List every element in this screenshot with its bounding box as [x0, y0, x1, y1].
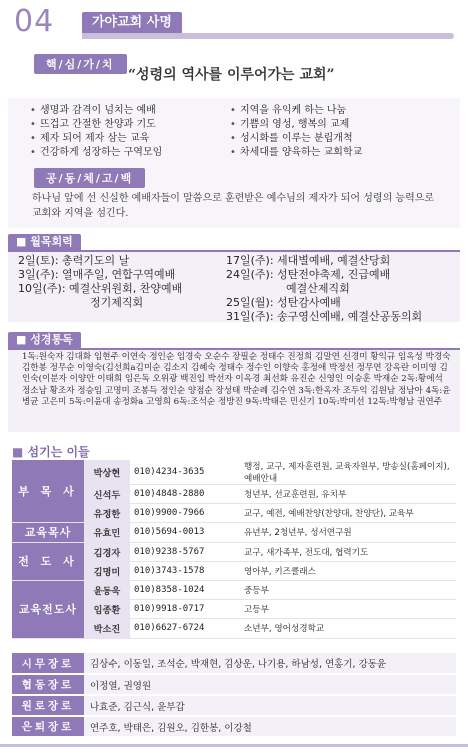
value-item: • 건강하게 성장하는 구역모임	[30, 146, 230, 160]
table-row	[12, 580, 456, 599]
phone-cell: 010)9900-7966	[130, 504, 240, 523]
name-cell: 임종환	[84, 600, 130, 619]
monthly-right	[226, 254, 456, 324]
duty-cell: 행정, 교구, 제자훈련원, 교육자원부, 방송실(홈페이지), 예배안내	[240, 460, 456, 485]
name-cell: 김경자	[84, 542, 130, 561]
table-row	[12, 695, 456, 716]
duty-cell: 소년부, 영어성경학교	[240, 619, 456, 638]
community-goal-text: 하나님 앞에 선 신실한 예배자들이 말씀으로 훈련받은 예수님의 제자가 되어 성령의 능력으로 교회와 지역을 섬긴다.	[32, 193, 435, 219]
name-cell: 박상현	[84, 460, 130, 485]
name-cell: 박소진	[84, 619, 130, 638]
elder-names: 연주호, 박태은, 김원오, 김한봉, 이강철	[84, 716, 456, 737]
core-values-right	[230, 104, 450, 160]
monthly-left	[18, 254, 228, 310]
phone-cell: 010)4234-3635	[130, 460, 240, 485]
name-cell: 유효민	[84, 523, 130, 542]
header-rule	[82, 33, 454, 39]
footer-rule	[0, 744, 468, 747]
mission-section	[8, 48, 460, 228]
name-cell: 김명미	[84, 561, 130, 580]
table-row	[12, 653, 456, 674]
name-cell: 신석두	[84, 485, 130, 504]
core-values-left	[30, 104, 230, 160]
core-values-label: 핵/심/가/치	[34, 54, 127, 74]
table-row	[12, 542, 456, 561]
phone-cell: 010)4848-2880	[130, 485, 240, 504]
monthly-box	[8, 250, 460, 322]
value-item: • 지역을 유익케 하는 나눔	[230, 104, 450, 118]
event-item: 31일(주): 송구영신예배, 예결산공동의회	[226, 310, 423, 323]
bible-readers: 1독:원숙자 김대화 임현주 이연숙 정인순 임경숙 오순수 장필순 정태수 진정희 김말연 신경미 황익규 임옥성 박경숙 김한봉 정무순 이영숙(김선희a김미순 김소지 김혜숙 정태수 정수인 이향숙 홍정애 박정선 정무연 강옥란 이미영 김인숙(이분자 이양안 이태희 임은독 오위광 백진입 박선자 이옥경 최선화 유진순 신영인 이승훈 박재순 2독:황에석 정소남 황조자 정승임 고명미 조봉득 정인순 양점순 장성태 박순례 김수연 3독:한옥자 조두익 김원남 정남아 4독:윤병균 고은미 5독:이윤대 송정화a 고영희 6독:조석순 정방진 9독:박태은 민신기 10독:박미선 12독:박형남 권연주	[22, 352, 451, 407]
staff-table	[12, 460, 456, 639]
event-item: 17일(주): 세대별예배, 예결산당회	[226, 254, 391, 267]
elder-names: 나효준, 김근식, 윤부갑	[84, 695, 456, 716]
page-header	[0, 0, 468, 44]
name-cell: 윤동욱	[84, 580, 130, 599]
role-cell: 전 도 사	[12, 542, 84, 580]
role-cell: 교육전도사	[12, 580, 84, 638]
bible-title: ■ 성경통독	[8, 332, 81, 348]
elder-role: 협동장로	[12, 674, 84, 695]
event-item: 3일(주): 열매주일, 연합구역예배	[18, 268, 176, 281]
phone-cell: 010)9918-0717	[130, 600, 240, 619]
duty-cell: 중등부	[240, 580, 456, 599]
elders-table	[12, 653, 456, 738]
event-item: 24일(주): 성탄전야축제, 진급예배	[226, 268, 391, 281]
duty-cell: 교구, 예전, 예배찬양(찬양대, 찬양단), 교육부	[240, 504, 456, 523]
value-item: • 기쁨의 영성, 행복의 교제	[230, 118, 450, 132]
event-item: 예결산제직회	[286, 282, 350, 295]
section-number: 04	[14, 4, 55, 39]
table-row	[12, 523, 456, 542]
name-cell: 유정한	[84, 504, 130, 523]
elder-role: 원로장로	[12, 695, 84, 716]
motto: “성령의 역사를 이루어가는 교회”	[128, 67, 335, 83]
table-row	[12, 460, 456, 485]
section-title: 가야교회 사명	[82, 12, 182, 34]
event-item: 10일(주): 예결산위원회, 찬양예배	[18, 282, 183, 295]
monthly-title: ■ 월목회력	[8, 234, 81, 250]
duty-cell: 청년부, 선교훈련원, 유치부	[240, 485, 456, 504]
table-row	[12, 674, 456, 695]
phone-cell: 010)6627-6724	[130, 619, 240, 638]
phone-cell: 010)5694-0013	[130, 523, 240, 542]
elder-role: 은퇴장로	[12, 716, 84, 737]
staff-title: ■ 섬기는 이들	[12, 443, 90, 460]
value-item: • 생명과 감격이 넘치는 예배	[30, 104, 230, 118]
elder-names: 이정열, 권영원	[84, 674, 456, 695]
role-cell: 부 목 사	[12, 460, 84, 523]
value-item: • 뜨겁고 간절한 찬양과 기도	[30, 118, 230, 132]
role-cell: 교육목사	[12, 523, 84, 542]
event-item: 25일(월): 성탄감사예배	[226, 296, 341, 309]
duty-cell: 유년부, 2청년부, 성서연구원	[240, 523, 456, 542]
bible-box	[8, 348, 460, 432]
event-item: 2일(토): 총력기도의 날	[18, 254, 130, 267]
value-item: • 성시화를 이루는 분립개척	[230, 132, 450, 146]
event-item: 정기제직회	[90, 296, 144, 309]
duty-cell: 교구, 새가족부, 전도대, 협력기도	[240, 542, 456, 561]
phone-cell: 010)8358-1024	[130, 580, 240, 599]
phone-cell: 010)9238-5767	[130, 542, 240, 561]
table-row	[12, 716, 456, 737]
elder-names: 김상수, 이동일, 조석순, 박재현, 김상운, 나기용, 하남성, 연홍기, 강동윤	[84, 653, 456, 674]
phone-cell: 010)3743-1578	[130, 561, 240, 580]
elder-role: 시무장로	[12, 653, 84, 674]
duty-cell: 고등부	[240, 600, 456, 619]
value-item: • 제자 되어 제자 삼는 교육	[30, 132, 230, 146]
community-goal-label: 공/동/체/고/백	[34, 168, 145, 188]
value-item: • 차세대를 양육하는 교회학교	[230, 146, 450, 160]
duty-cell: 영아부, 키즈클래스	[240, 561, 456, 580]
